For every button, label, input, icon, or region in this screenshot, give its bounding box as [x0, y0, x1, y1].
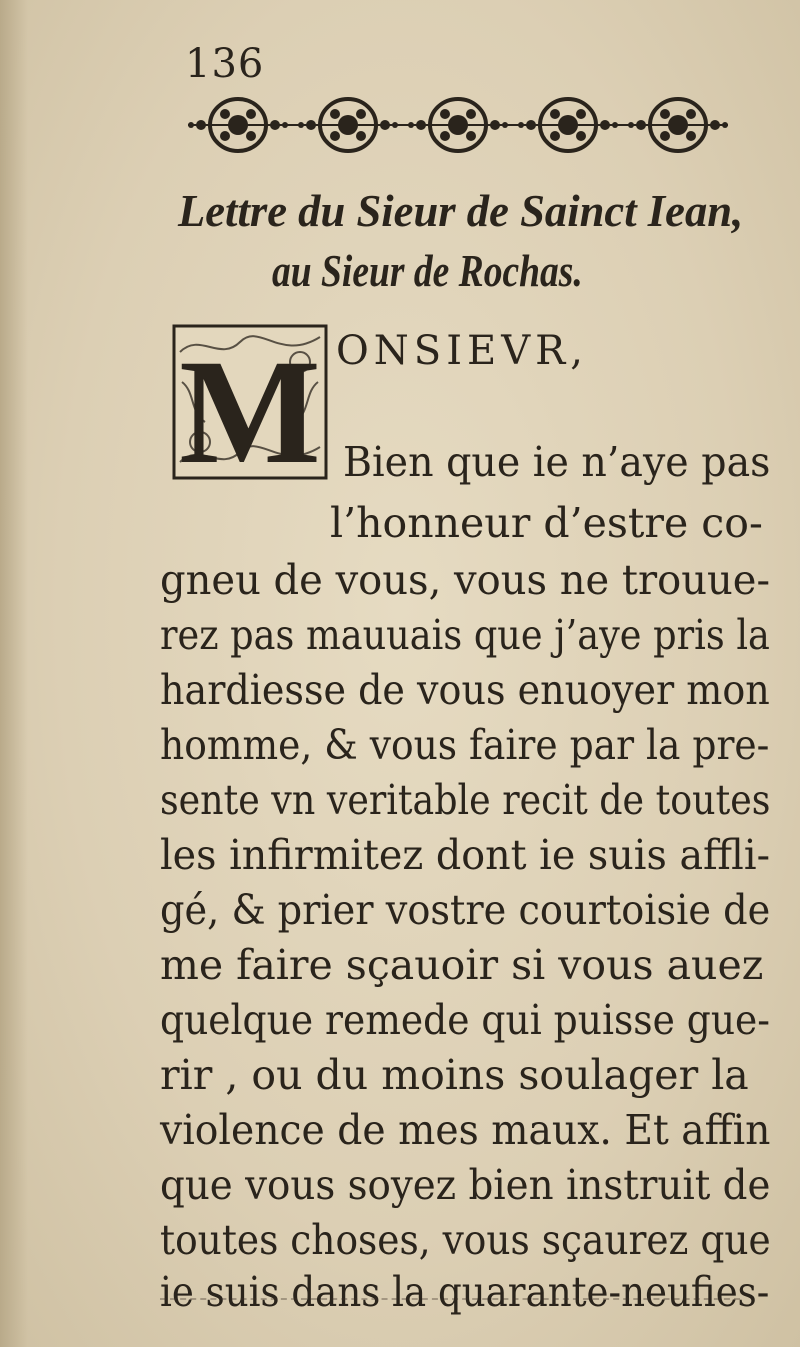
page-number: 136	[185, 41, 265, 87]
body-line: gneu de vous, vous ne trouue-	[160, 556, 770, 604]
body-line: l’honneur d’estre co-	[330, 499, 763, 547]
body-line: quelque remede qui puisse gue-	[160, 996, 771, 1044]
page-gutter-shadow	[0, 0, 28, 1347]
body-line: homme, & vous faire par la pre-	[160, 721, 770, 769]
body-line: me faire sçauoir si vous auez	[160, 941, 764, 989]
body-line: gé, & prier vostre courtoisie de	[160, 886, 771, 934]
svg-text:M: M	[179, 329, 321, 482]
bottom-margin-rule	[160, 1298, 740, 1300]
letter-heading-line-1: Lettre du Sieur de Sainct Iean,	[178, 185, 744, 236]
ornament-band	[183, 92, 733, 158]
body-line: les infirmitez dont ie suis affli-	[160, 831, 771, 879]
body-line: rir , ou du moins soulager la	[160, 1051, 749, 1099]
body-line: violence de mes maux. Et affin	[160, 1106, 771, 1154]
letter-heading-line-2: au Sieur de Rochas.	[272, 245, 583, 296]
body-line: rez pas mauuais que j’aye pris la	[160, 611, 770, 659]
body-line: que vous soyez bien instruit de	[160, 1161, 771, 1209]
body-line: toutes choses, vous sçaurez que	[160, 1216, 771, 1264]
body-line: hardiesse de vous enuoyer mon	[160, 666, 770, 714]
body-line: ie suis dans la quarante-neufies-	[160, 1268, 770, 1316]
body-line: Bien que ie n’aye pas	[343, 438, 771, 486]
body-line: sente vn veritable recit de toutes	[160, 776, 771, 824]
salutation: ONSIEVR,	[336, 328, 588, 374]
decorated-initial-m	[170, 322, 330, 482]
